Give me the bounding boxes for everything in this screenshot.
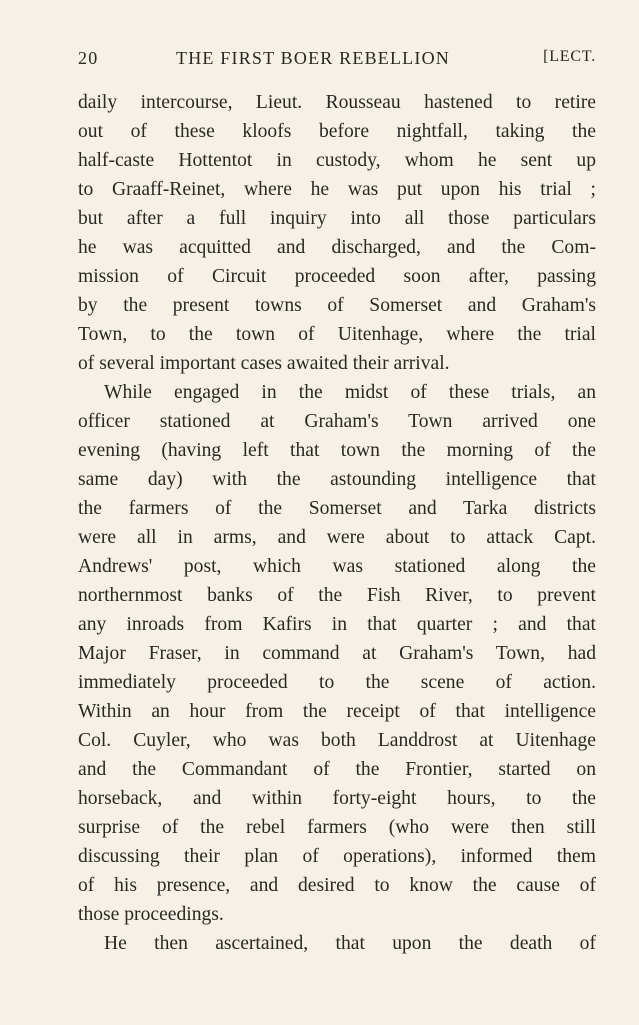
text-line: out of these kloofs before nightfall, taking the xyxy=(78,121,596,142)
text-line: those proceedings. xyxy=(78,904,224,925)
text-line: by the present towns of Somerset and Graham's xyxy=(78,295,596,316)
text-line: discussing their plan of operations), informed them xyxy=(78,846,596,867)
text-line: Within an hour from the receipt of that intelligence xyxy=(78,701,596,722)
text-line: Major Fraser, in command at Graham's Town, had xyxy=(78,643,596,664)
text-line: horseback, and within forty-eight hours, to the xyxy=(78,788,596,809)
text-line: of his presence, and desired to know the cause of xyxy=(78,875,596,896)
running-header xyxy=(78,48,596,74)
text-line: he was acquitted and discharged, and the Com- xyxy=(78,237,596,258)
text-line: same day) with the astounding intelligence that xyxy=(78,469,596,490)
text-line: Col. Cuyler, who was both Landdrost at Uitenhage xyxy=(78,730,596,751)
text-line: Andrews' post, which was stationed along the xyxy=(78,556,596,577)
lecture-mark: [LECT. xyxy=(543,48,596,65)
running-title: THE FIRST BOER REBELLION xyxy=(176,48,450,68)
text-line: mission of Circuit proceeded soon after, passing xyxy=(78,266,596,287)
text-line: officer stationed at Graham's Town arrived one xyxy=(78,411,596,432)
text-line: While engaged in the midst of these trials, an xyxy=(104,382,596,403)
text-line: and the Commandant of the Frontier, started on xyxy=(78,759,596,780)
text-line: of several important cases awaited their arrival. xyxy=(78,353,450,374)
body-text xyxy=(78,88,596,958)
text-line: daily intercourse, Lieut. Rousseau hastened to retire xyxy=(78,92,596,113)
text-line: half-caste Hottentot in custody, whom he sent up xyxy=(78,150,596,171)
text-line: surprise of the rebel farmers (who were then still xyxy=(78,817,596,838)
text-line: to Graaff-Reinet, where he was put upon his trial ; xyxy=(78,179,596,200)
text-line: He then ascertained, that upon the death of xyxy=(104,933,596,954)
text-line: were all in arms, and were about to attack Capt. xyxy=(78,527,596,548)
text-line: immediately proceeded to the scene of action. xyxy=(78,672,596,693)
text-line: evening (having left that town the morning of the xyxy=(78,440,596,461)
text-line: Town, to the town of Uitenhage, where the trial xyxy=(78,324,596,345)
text-line: the farmers of the Somerset and Tarka districts xyxy=(78,498,596,519)
text-line: northernmost banks of the Fish River, to prevent xyxy=(78,585,596,606)
page-number: 20 xyxy=(78,48,99,68)
text-line: any inroads from Kafirs in that quarter ; and that xyxy=(78,614,596,635)
text-line: but after a full inquiry into all those particulars xyxy=(78,208,596,229)
